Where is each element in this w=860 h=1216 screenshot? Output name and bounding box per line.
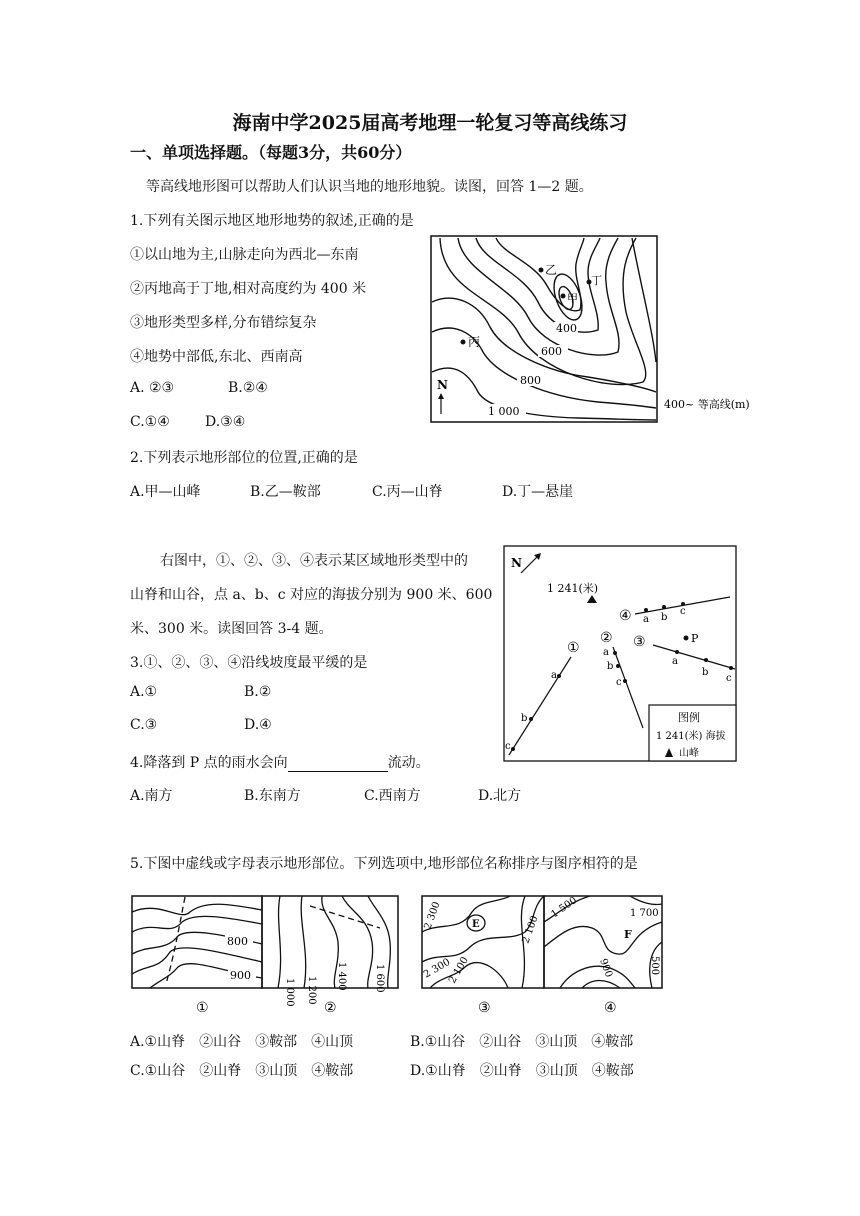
contour-800-label: 800 [520,374,541,387]
label-ding: 丁 [591,274,602,287]
point-b-2: b [607,661,614,672]
point-c-1: c [505,741,511,752]
line-4-label: ④ [619,608,632,624]
q4-option-a[interactable]: A.南方 [130,788,173,804]
p4-contour-900: 900 [597,957,615,979]
q1-statement-3: ③地形类型多样,分布错综复杂 [130,315,317,331]
point-b-4: b [661,612,668,623]
p3-contour-2300-bottom: 2 300 [422,956,453,981]
q2-stem: 2.下列表示地形部位的位置,正确的是 [130,450,358,466]
intro-text-2-line-3: 米、300 米。读图回答 3-4 题。 [130,621,333,637]
q5-option-a[interactable]: A.①山脊 ②山谷 ③鞍部 ④山顶 [130,1034,354,1050]
panel-2-label: ② [324,1000,337,1016]
p3-contour-2100-right: 2 100 [520,914,541,946]
point-c-4: c [680,606,686,617]
point-c-3: c [726,673,732,684]
q1-stem: 1.下列有关图示地区地形地势的叙述,正确的是 [130,213,414,229]
p3-point-e: E [472,919,480,930]
p3-contour-2100-bottom: 2 100 [447,955,471,986]
q1-option-a[interactable]: A. ②③ [130,380,175,396]
contour-map-figure-1 [428,232,758,427]
p1-contour-800: 800 [227,935,248,948]
q4-option-b[interactable]: B.东南方 [244,788,301,804]
contour-1000-label: 1 000 [488,405,520,418]
p2-contour-1200: 1 200 [306,976,317,1005]
north-label: N [511,556,522,570]
line-3-label: ③ [633,634,646,650]
q2-option-d[interactable]: D.丁—悬崖 [502,484,574,500]
intro-text-2-line-2: 山脊和山谷，点 a、b、c 对应的海拔分别为 900 米、600 [130,587,493,603]
p2-contour-1000: 1 000 [284,978,295,1007]
q5-option-c[interactable]: C.①山谷 ②山脊 ③山顶 ④鞍部 [130,1063,354,1079]
q4-stem-start: 4.降落到 P 点的雨水会向 [130,755,288,771]
legend-peak: 山峰 [679,748,699,759]
p3-contour-2300-top: 2 300 [422,900,443,932]
q3-option-b[interactable]: B.② [244,684,272,700]
q3-stem: 3.①、②、③、④沿线坡度最平缓的是 [130,655,368,671]
q3-option-c[interactable]: C.③ [130,717,158,733]
peak-elevation: 1 241(米) [547,582,599,595]
point-a-2: a [603,647,609,658]
point-a-3: a [672,656,678,667]
panel-1-label: ① [196,1000,209,1016]
page-title: 海南中学2025届高考地理一轮复习等高线练习 [232,112,628,134]
point-b-3: b [702,667,709,678]
panel-3-label: ③ [478,1000,491,1016]
intro-text-2-line-1: 右图中，①、②、③、④表示某区域地形类型中的 [160,553,468,569]
q1-option-b[interactable]: B.②④ [228,380,268,396]
legend-title: 图例 [678,711,700,724]
contour-400-label: 400 [556,322,577,335]
point-p: P [691,632,699,645]
p4-contour-1500: 1 500 [549,895,580,921]
q2-option-c[interactable]: C.丙—山脊 [372,484,443,500]
point-a-1: a [551,670,557,681]
intro-text-1: 等高线地形图可以帮助人们认识当地的地形地貌。读图，回答 1—2 题。 [146,179,593,195]
q4-option-d[interactable]: D.北方 [478,788,522,804]
panel-4-label: ④ [604,1000,617,1016]
q3-option-d[interactable]: D.④ [244,717,272,733]
point-c-2: c [616,677,622,688]
line-1-label: ① [567,640,580,656]
q3-option-a[interactable]: A.① [130,684,158,700]
p2-contour-1600: 1 600 [374,964,385,993]
q4-stem [130,752,430,772]
north-label: N [437,378,448,392]
q1-option-c[interactable]: C.①④ [130,414,170,430]
q1-option-d[interactable]: D.③④ [205,414,246,430]
p4-point-f: F [624,928,632,941]
q1-statement-4: ④地势中部低,东北、西南高 [130,349,303,365]
label-jia: 甲 [567,292,578,305]
q1-statement-2: ②丙地高于丁地,相对高度约为 400 米 [130,281,367,297]
q1-statement-1: ①以山地为主,山脉走向为西北—东南 [130,247,359,263]
point-b-1: b [521,713,528,724]
q5-stem: 5.下图中虚线或字母表示地形部位。下列选项中,地形部位名称排序与图序相符的是 [130,856,638,872]
q4-option-c[interactable]: C.西南方 [364,788,421,804]
ridge-valley-figure-2 [503,545,738,763]
contour-panels-figure-3 [130,892,665,1017]
label-yi: 乙 [545,263,558,277]
legend-elevation: 1 241(米) 海拔 [656,731,726,742]
q4-stem-end: 流动。 [387,755,430,771]
p4-contour-1700: 1 700 [630,908,659,919]
label-bing: 丙 [468,335,481,349]
q2-option-b[interactable]: B.乙—鞍部 [250,484,321,500]
section-heading: 一、单项选择题。（每题3分，共60分） [130,143,412,162]
q2-option-a[interactable]: A.甲—山峰 [130,484,201,500]
line-2-label: ② [600,630,613,646]
legend-contour: 400~ 等高线(m) [664,398,750,411]
p4-contour-500: 500 [649,956,660,976]
point-a-4: a [643,614,649,625]
q4-answer-blank[interactable] [288,757,388,772]
q5-option-d[interactable]: D.①山脊 ②山脊 ③山顶 ④鞍部 [410,1063,634,1079]
p2-contour-1400: 1 400 [336,962,347,991]
p1-contour-900: 900 [230,969,251,982]
north-arrow-icon [521,555,539,573]
contour-600-label: 600 [541,345,562,358]
q5-option-b[interactable]: B.①山谷 ②山谷 ③山顶 ④鞍部 [410,1034,634,1050]
